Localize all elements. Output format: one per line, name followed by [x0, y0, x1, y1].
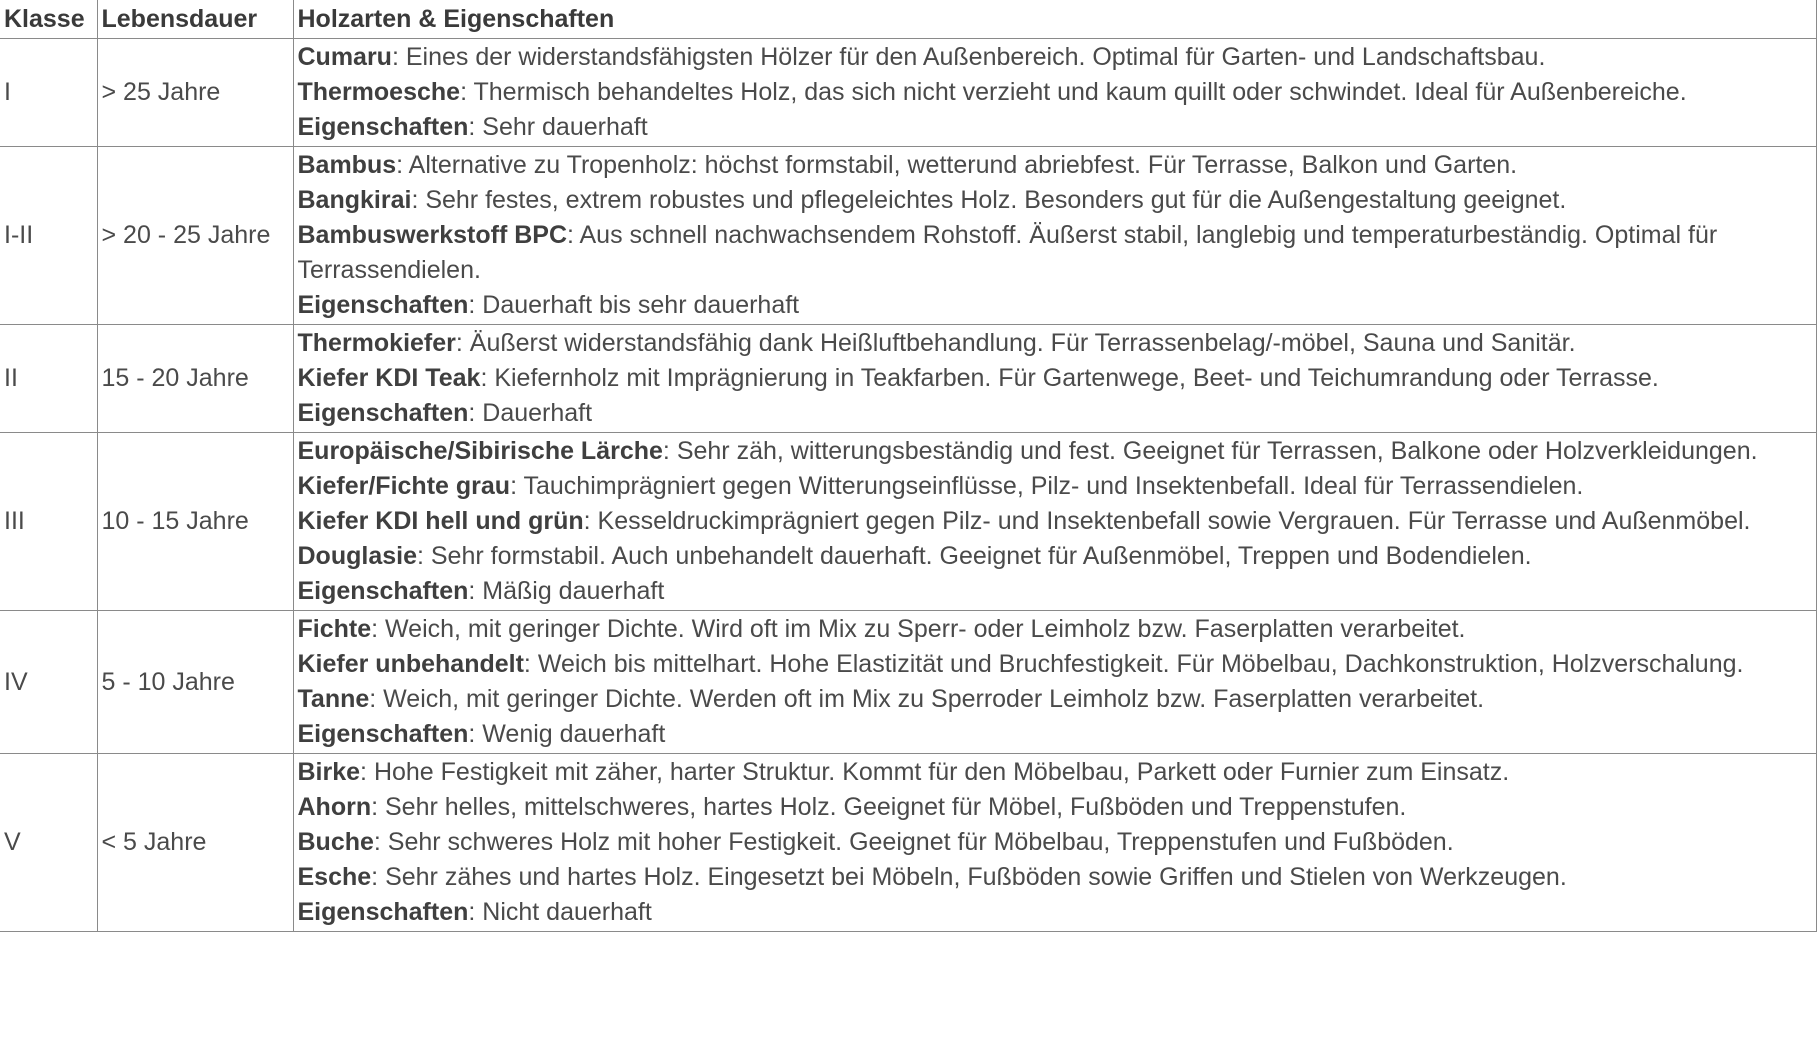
- holzarten-cell: [293, 754, 1816, 932]
- wood-description: : Sehr dauerhaft: [468, 113, 648, 141]
- wood-description: : Wenig dauerhaft: [468, 720, 666, 748]
- wood-entry: [298, 110, 1812, 145]
- wood-entry: [298, 825, 1812, 860]
- wood-entry: [298, 574, 1812, 609]
- wood-name: Tanne: [297, 685, 370, 713]
- wood-description: : Alternative zu Tropenholz: höchst formstabil, wetterund abriebfest. Für Terrasse, Balkon und Garten.: [396, 151, 1518, 179]
- wood-name: Kiefer/Fichte grau: [297, 472, 511, 500]
- wood-name: Eigenschaften: [297, 898, 469, 926]
- wood-description: : Thermisch behandeltes Holz, das sich nicht verzieht und kaum quillt oder schwindet. Ideal für Außenbereiche.: [460, 78, 1687, 106]
- wood-description: : Aus schnell nachwachsendem Rohstoff. Äußerst stabil, langlebig und temperaturbeständig. Optimal für Terrassendielen.: [297, 221, 1718, 284]
- wood-name: Kiefer KDI hell und grün: [297, 507, 584, 535]
- wood-name: Cumaru: [297, 43, 392, 71]
- wood-name: Thermoesche: [297, 78, 461, 106]
- wood-entry: [298, 288, 1812, 323]
- holzarten-cell: [293, 611, 1816, 754]
- wood-entry: [298, 75, 1812, 110]
- wood-entry: [298, 790, 1812, 825]
- wood-entry: [298, 469, 1812, 504]
- wood-entry: [298, 717, 1812, 752]
- wood-description: : Kiefernholz mit Imprägnierung in Teakfarben. Für Gartenwege, Beet- und Teichumrandung oder Terrasse.: [480, 364, 1659, 392]
- wood-entry: [298, 396, 1812, 431]
- wood-name: Bambuswerkstoff BPC: [297, 221, 567, 249]
- wood-entry: [298, 682, 1812, 717]
- wood-name: Eigenschaften: [297, 291, 469, 319]
- wood-entry: [298, 860, 1812, 895]
- table-row: [0, 147, 1816, 325]
- wood-description: : Dauerhaft bis sehr dauerhaft: [468, 291, 800, 319]
- wood-description: : Sehr zähes und hartes Holz. Eingesetzt bei Möbeln, Fußböden sowie Griffen und Stielen von Werkzeugen.: [371, 863, 1567, 891]
- wood-entry: [298, 895, 1812, 930]
- table-row: [0, 325, 1816, 433]
- wood-description: : Tauchimprägniert gegen Witterungseinflüsse, Pilz- und Insektenbefall. Ideal für Terrassendielen.: [510, 472, 1584, 500]
- wood-entry: [298, 434, 1812, 469]
- wood-name: Esche: [297, 863, 372, 891]
- klasse-cell: III: [0, 433, 97, 611]
- header-holzarten: Holzarten & Eigenschaften: [293, 0, 1816, 39]
- wood-description: : Sehr zäh, witterungsbeständig und fest. Geeignet für Terrassen, Balkone oder Holzverkleidungen.: [662, 437, 1758, 465]
- wood-entry: [298, 183, 1812, 218]
- lebensdauer-cell: 5 - 10 Jahre: [97, 611, 293, 754]
- wood-entry: [298, 361, 1812, 396]
- wood-name: Eigenschaften: [297, 577, 469, 605]
- wood-name: Thermokiefer: [297, 329, 456, 357]
- wood-description: : Eines der widerstandsfähigsten Hölzer für den Außenbereich. Optimal für Garten- und Landschaftsbau.: [391, 43, 1546, 71]
- wood-description: : Sehr schweres Holz mit hoher Festigkeit. Geeignet für Möbelbau, Treppenstufen und Fußböden.: [373, 828, 1454, 856]
- wood-name: Kiefer unbehandelt: [297, 650, 524, 678]
- holzarten-cell: [293, 147, 1816, 325]
- header-klasse: Klasse: [0, 0, 97, 39]
- wood-description: : Kesseldruckimprägniert gegen Pilz- und Insektenbefall sowie Vergrauen. Für Terrasse und Außenmöbel.: [583, 507, 1751, 535]
- table-row: [0, 754, 1816, 932]
- table-row: [0, 39, 1816, 147]
- wood-description: : Weich, mit geringer Dichte. Werden oft im Mix zu Sperroder Leimholz bzw. Faserplatten verarbeitet.: [369, 685, 1485, 713]
- table-header: [0, 0, 1816, 39]
- lebensdauer-cell: 15 - 20 Jahre: [97, 325, 293, 433]
- wood-entry: [298, 647, 1812, 682]
- header-lebensdauer: Lebensdauer: [97, 0, 293, 39]
- wood-entry: [298, 326, 1812, 361]
- wood-name: Eigenschaften: [297, 720, 469, 748]
- wood-name: Europäische/Sibirische Lärche: [297, 437, 663, 465]
- wood-name: Douglasie: [297, 542, 417, 570]
- wood-description: : Mäßig dauerhaft: [468, 577, 665, 605]
- klasse-cell: IV: [0, 611, 97, 754]
- wood-description: : Sehr helles, mittelschweres, hartes Holz. Geeignet für Möbel, Fußböden und Treppenstufen.: [371, 793, 1407, 821]
- wood-entry: [298, 40, 1812, 75]
- klasse-cell: I-II: [0, 147, 97, 325]
- wood-name: Eigenschaften: [297, 399, 469, 427]
- wood-name: Bangkirai: [297, 186, 412, 214]
- wood-name: Bambus: [297, 151, 397, 179]
- table-body: [0, 39, 1816, 932]
- wood-entry: [298, 148, 1812, 183]
- holzarten-cell: [293, 325, 1816, 433]
- wood-description: : Dauerhaft: [468, 399, 593, 427]
- wood-entry: [298, 218, 1812, 288]
- wood-name: Kiefer KDI Teak: [297, 364, 481, 392]
- lebensdauer-cell: > 25 Jahre: [97, 39, 293, 147]
- wood-name: Eigenschaften: [297, 113, 469, 141]
- wood-name: Ahorn: [297, 793, 372, 821]
- table-row: [0, 611, 1816, 754]
- holzarten-cell: [293, 39, 1816, 147]
- wood-entry: [298, 612, 1812, 647]
- header-row: [0, 0, 1816, 39]
- klasse-cell: I: [0, 39, 97, 147]
- wood-description: : Äußerst widerstandsfähig dank Heißluftbehandlung. Für Terrassenbelag/-möbel, Sauna und Sanitär.: [455, 329, 1576, 357]
- wood-entry: [298, 504, 1812, 539]
- wood-entry: [298, 539, 1812, 574]
- holzarten-cell: [293, 433, 1816, 611]
- wood-name: Buche: [297, 828, 374, 856]
- wood-name: Birke: [297, 758, 361, 786]
- wood-name: Fichte: [297, 615, 372, 643]
- wood-entry: [298, 755, 1812, 790]
- lebensdauer-cell: < 5 Jahre: [97, 754, 293, 932]
- wood-description: : Sehr festes, extrem robustes und pflegeleichtes Holz. Besonders gut für die Außengestaltung geeignet.: [411, 186, 1567, 214]
- lebensdauer-cell: 10 - 15 Jahre: [97, 433, 293, 611]
- wood-description: : Weich bis mittelhart. Hohe Elastizität und Bruchfestigkeit. Für Möbelbau, Dachkonstruktion, Holzverschalung.: [523, 650, 1744, 678]
- wood-description: : Hohe Festigkeit mit zäher, harter Struktur. Kommt für den Möbelbau, Parkett oder Furnier zum Einsatz.: [360, 758, 1510, 786]
- klasse-cell: II: [0, 325, 97, 433]
- lebensdauer-cell: > 20 - 25 Jahre: [97, 147, 293, 325]
- wood-description: : Weich, mit geringer Dichte. Wird oft im Mix zu Sperr- oder Leimholz bzw. Faserplatten verarbeitet.: [371, 615, 1466, 643]
- table-row: [0, 433, 1816, 611]
- wood-description: : Nicht dauerhaft: [468, 898, 652, 926]
- klasse-cell: V: [0, 754, 97, 932]
- wood-description: : Sehr formstabil. Auch unbehandelt dauerhaft. Geeignet für Außenmöbel, Treppen und Bodendielen.: [416, 542, 1532, 570]
